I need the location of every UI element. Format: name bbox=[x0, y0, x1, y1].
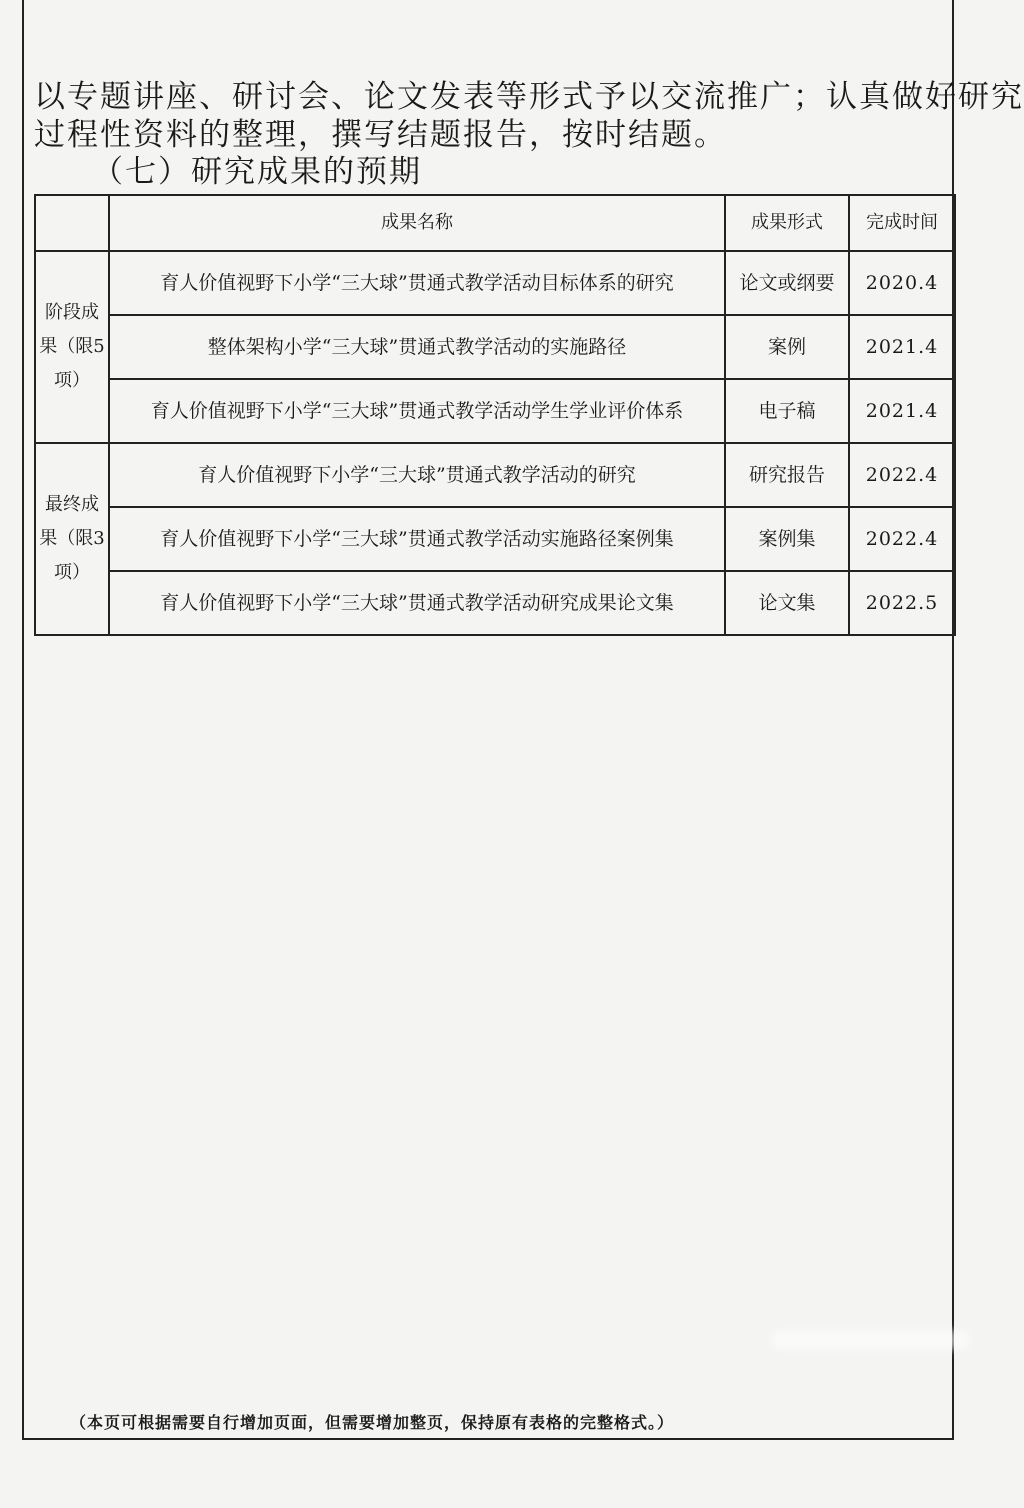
result-date: 2021.4 bbox=[849, 379, 955, 443]
group-label-final: 最终成果（限3项） bbox=[35, 443, 109, 635]
result-date: 2022.4 bbox=[849, 507, 955, 571]
intro-line-1: 以专题讲座、研讨会、论文发表等形式予以交流推广；认真做好研究 bbox=[34, 79, 1024, 115]
result-name: 育人价值视野下小学“三大球”贯通式教学活动的研究 bbox=[109, 443, 725, 507]
result-date: 2021.4 bbox=[849, 315, 955, 379]
expected-results-table bbox=[34, 194, 956, 636]
table-row bbox=[35, 379, 955, 443]
result-date: 2020.4 bbox=[849, 251, 955, 315]
result-name: 育人价值视野下小学“三大球”贯通式教学活动实施路径案例集 bbox=[109, 507, 725, 571]
result-form: 案例集 bbox=[725, 507, 849, 571]
result-name: 育人价值视野下小学“三大球”贯通式教学活动研究成果论文集 bbox=[109, 571, 725, 635]
result-name: 育人价值视野下小学“三大球”贯通式教学活动目标体系的研究 bbox=[109, 251, 725, 315]
intro-line-2: 过程性资料的整理，撰写结题报告，按时结题。 bbox=[34, 117, 727, 153]
result-form: 研究报告 bbox=[725, 443, 849, 507]
result-name: 整体架构小学“三大球”贯通式教学活动的实施路径 bbox=[109, 315, 725, 379]
section-title: （七）研究成果的预期 bbox=[92, 154, 422, 190]
header-date: 完成时间 bbox=[849, 195, 955, 251]
result-form: 电子稿 bbox=[725, 379, 849, 443]
result-form: 案例 bbox=[725, 315, 849, 379]
paper-smudge bbox=[770, 1330, 970, 1350]
table-row bbox=[35, 251, 955, 315]
header-blank-cell bbox=[35, 195, 109, 251]
result-form: 论文或纲要 bbox=[725, 251, 849, 315]
table-row bbox=[35, 507, 955, 571]
table-row bbox=[35, 443, 955, 507]
result-date: 2022.4 bbox=[849, 443, 955, 507]
result-date: 2022.5 bbox=[849, 571, 955, 635]
table-header-row bbox=[35, 195, 955, 251]
header-form: 成果形式 bbox=[725, 195, 849, 251]
table-row bbox=[35, 315, 955, 379]
table-row bbox=[35, 571, 955, 635]
group-label-stage: 阶段成果（限5项） bbox=[35, 251, 109, 443]
result-form: 论文集 bbox=[725, 571, 849, 635]
result-name: 育人价值视野下小学“三大球”贯通式教学活动学生学业评价体系 bbox=[109, 379, 725, 443]
header-name: 成果名称 bbox=[109, 195, 725, 251]
footnote: （本页可根据需要自行增加页面，但需要增加整页，保持原有表格的完整格式。） bbox=[70, 1413, 675, 1432]
